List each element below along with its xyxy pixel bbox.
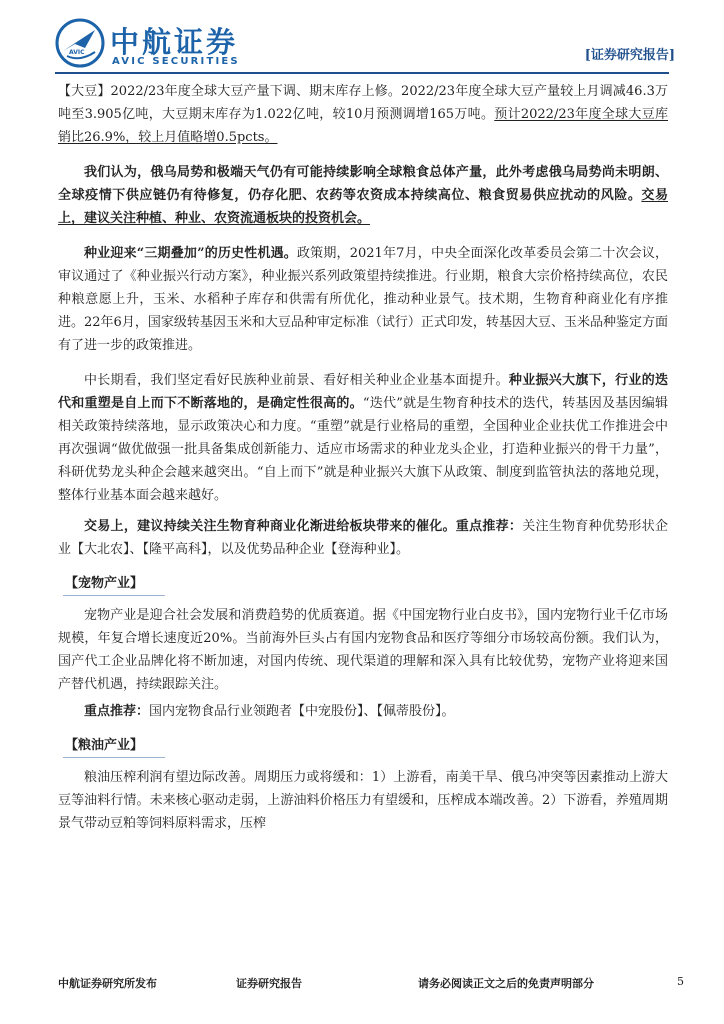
pet-stocks-text: 国内宠物食品行业领跑者【中宠股份】、【佩蒂股份】。 — [149, 704, 455, 719]
iteration-reshape-text: “迭代”就是生物育种技术的迭代，转基因及基因编辑相关政策持续落地，显示政策决心和力度。“重塑”就是行业格局的重塑，全国种业企业扶优工作推进会中再次强调“做优做强一批具备集成创新能力、适应市场需求的种业龙头企业，打造种业振兴的骨干力量”，科研优势龙头种企会越来越突出。“自上而下”就是种业振兴大旗下从政策、制度到监管执法的落地兑现，整体行业基本面会越来越好。 — [58, 396, 668, 503]
paragraph-soybean — [58, 80, 668, 149]
paragraph-grain-oil: 粮油压榨利润有望边际改善。周期压力或将缓和：1）上游看，南美干旱、俄乌冲突等因素推动上游大豆等油料行情。未来核心驱动走弱，上游油料价格压力有望缓和，压榨成本端改善。2）下游看，养殖周期景气带动豆粕等饲料原料需求，压榨 — [58, 770, 668, 831]
paragraph-risk-view — [58, 161, 668, 230]
soybean-text: 【大豆】2022/23年度全球大豆产量下调、期末库存上修。2022/23年度全球大豆产量较上月调减46.3万吨至3.905亿吨，大豆期末库存为1.022亿吨，较10月预测调增165万吨。 — [58, 84, 668, 122]
paragraph-pet-recommendation — [58, 700, 668, 723]
paragraph-seed-recommendation — [58, 515, 668, 561]
footer-disclaimer: 请务必阅读正文之后的免责声明部分 — [418, 977, 594, 990]
page-number: 5 — [677, 975, 684, 988]
long-term-text: 中长期看，我们坚定看好民族种业前景、看好相关种业企业基本面提升。 — [84, 373, 509, 388]
paragraph-pet-industry: 宠物产业是迎合社会发展和消费趋势的优质赛道。据《中国宠物行业白皮书》，国内宠物行业千亿市场规模，年复合增长速度近20%。当前海外巨头占有国内宠物食品和医疗等细分市场较高份额。我们认为，国产代工企业品牌化将不断加速，对国内传统、现代渠道的理解和深入具有比较优势，宠物产业将迎来国产替代机遇，持续跟踪关注。 — [58, 608, 668, 692]
soybean-forecast-underlined: 预计2022/23年度全球大豆库销比26.9%，较上月值略增0.5pcts。 — [58, 107, 668, 145]
page-header — [55, 18, 675, 70]
catalyst-bold: 交易上，建议持续关注生物育种商业化渐进给板块带来的催化。 — [84, 519, 456, 534]
key-recommend-label: 重点推荐： — [455, 519, 523, 534]
trading-advice-underlined: 交易上，建议关注种植、种业、农资流通板块的投资机会。 — [58, 188, 668, 226]
logo-english-name: AVIC SECURITIES — [112, 56, 240, 67]
seed-policy-text: 政策期，2021年7月，中央全面深化改革委员会第二十次会议，审议通过了《种业振兴行动方案》，种业振兴系列政策望持续推进。行业期，粮食大宗价格持续高位，农民种粮意愿上升，玉米、水稻种子库存和供需有所优化，推动种业景气。技术期，生物育种商业化有序推进。22年6月，国家级转基因玉米和大豆品种审定标准（试行）正式印发，转基因大豆、玉米品种鉴定方面有了进一步的政策推进。 — [58, 246, 668, 353]
section-title-grain-oil: 【粮油产业】 — [63, 735, 165, 758]
risk-view-bold: 我们认为，俄乌局势和极端天气仍有可能持续影响全球粮食总体产量，此外考虑俄乌局势尚未明朗、全球疫情下供应链仍有待修复，仍存化肥、农药等农资成本持续高位、粮食贸易供应扰动的风险。 — [58, 165, 668, 203]
logo-chinese-name: 中航证券 — [110, 25, 239, 59]
page-footer — [58, 975, 692, 995]
report-type-label: [证券研究报告] — [584, 48, 675, 63]
seed-opportunity-bold: 种业迎来“三期叠加”的历史性机遇。 — [84, 246, 297, 261]
document-body — [58, 80, 668, 835]
footer-report-label: 证券研究报告 — [236, 977, 302, 990]
paragraph-seed-industry — [58, 242, 668, 357]
long-term-bold: 种业振兴大旗下，行业的迭代和重塑是自上而下不断落地的，是确定性很高的。 — [58, 373, 668, 411]
pet-recommend-label: 重点推荐： — [84, 704, 150, 719]
header-divider — [55, 72, 669, 74]
avic-logo-icon — [55, 18, 105, 68]
footer-publisher: 中航证券研究所发布 — [58, 977, 157, 990]
seed-stocks-text: 关注生物育种优势形状企业【大北农】、【隆平高科】，以及优势品种企业【登海种业】。 — [58, 519, 668, 557]
paragraph-long-term — [58, 369, 668, 507]
svg-text:AVIC: AVIC — [69, 49, 85, 56]
section-title-pet: 【宠物产业】 — [63, 573, 165, 596]
